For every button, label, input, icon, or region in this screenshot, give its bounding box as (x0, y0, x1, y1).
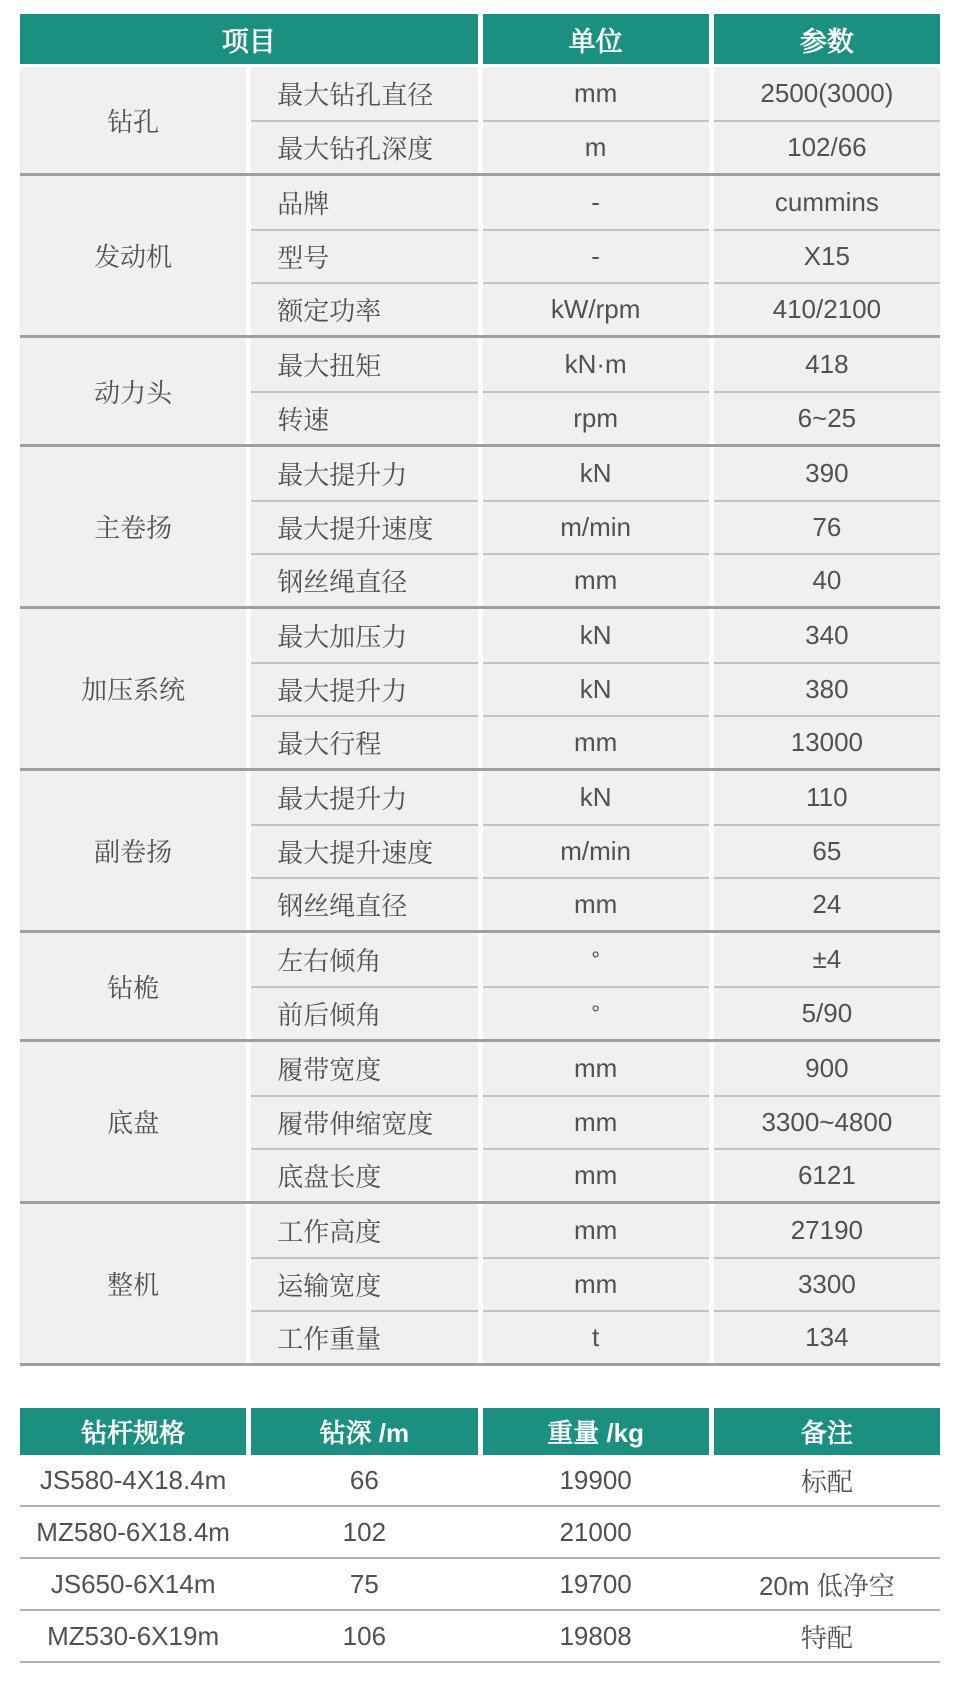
spec-unit-cell: mm (483, 1095, 709, 1148)
spec-value-cell: 418 (714, 338, 940, 391)
spec-value-cell: 5/90 (714, 986, 940, 1039)
pipe-depth-cell: 106 (251, 1611, 477, 1661)
spec-unit-cell: kN (483, 771, 709, 824)
spec-value-cell: X15 (714, 229, 940, 282)
spec-item-cell: 转速 (251, 391, 477, 444)
pipe-spec-cell: MZ580-6X18.4m (20, 1507, 246, 1557)
spec-group-cell: 副卷扬 (20, 771, 246, 930)
spec-value-cell: 390 (714, 447, 940, 500)
pipe-header-note: 备注 (714, 1408, 940, 1455)
spec-item-cell: 工作重量 (251, 1310, 477, 1363)
spec-value-cell: 3300~4800 (714, 1095, 940, 1148)
spec-value-cell: 65 (714, 824, 940, 877)
table-bottom-line (20, 1363, 940, 1366)
spec-unit-cell: kN (483, 447, 709, 500)
spec-header-value: 参数 (714, 14, 940, 64)
spec-item-cell: 最大钻孔直径 (251, 67, 477, 120)
pipe-table-row (20, 1559, 940, 1611)
spec-unit-cell: kN (483, 609, 709, 662)
spec-value-cell: 380 (714, 662, 940, 715)
spec-item-cell: 钢丝绳直径 (251, 553, 477, 606)
pipe-header-weight: 重量 /kg (483, 1408, 709, 1455)
pipe-note-cell: 特配 (714, 1611, 940, 1661)
spec-unit-cell: ° (483, 986, 709, 1039)
pipe-table-header (20, 1408, 940, 1455)
pipe-note-cell: 标配 (714, 1455, 940, 1505)
spec-unit-cell: mm (483, 1257, 709, 1310)
pipe-weight-cell: 21000 (483, 1507, 709, 1557)
spec-value-cell: 340 (714, 609, 940, 662)
spec-unit-cell: mm (483, 1148, 709, 1201)
spec-item-cell: 最大提升力 (251, 447, 477, 500)
spec-unit-cell: m (483, 120, 709, 173)
spec-value-cell: 900 (714, 1042, 940, 1095)
spec-unit-cell: mm (483, 1042, 709, 1095)
spec-item-cell: 最大提升速度 (251, 500, 477, 553)
spec-unit-cell: m/min (483, 824, 709, 877)
pipe-spec-cell: JS650-6X14m (20, 1559, 246, 1609)
spec-value-cell: 2500(3000) (714, 67, 940, 120)
spec-header-item: 项目 (20, 14, 478, 64)
spec-item-cell: 型号 (251, 229, 477, 282)
spec-group-cell: 整机 (20, 1204, 246, 1363)
spec-group-cell: 钻桅 (20, 933, 246, 1039)
spec-table (20, 14, 940, 1366)
pipe-table-body (20, 1455, 940, 1663)
pipe-depth-cell: 66 (251, 1455, 477, 1505)
spec-value-cell: 110 (714, 771, 940, 824)
spec-group-cell: 加压系统 (20, 609, 246, 768)
spec-value-cell: 6121 (714, 1148, 940, 1201)
spec-item-cell: 底盘长度 (251, 1148, 477, 1201)
pipe-depth-cell: 102 (251, 1507, 477, 1557)
spec-item-cell: 工作高度 (251, 1204, 477, 1257)
spec-item-cell: 最大加压力 (251, 609, 477, 662)
spec-value-cell: ±4 (714, 933, 940, 986)
pipe-spec-cell: MZ530-6X19m (20, 1611, 246, 1661)
spec-item-cell: 钢丝绳直径 (251, 877, 477, 930)
pipe-header-depth: 钻深 /m (251, 1408, 477, 1455)
spec-unit-cell: mm (483, 1204, 709, 1257)
spec-grid (20, 67, 940, 1366)
spec-item-cell: 最大钻孔深度 (251, 120, 477, 173)
spec-group-cell: 底盘 (20, 1042, 246, 1201)
spec-value-cell: 134 (714, 1310, 940, 1363)
spec-item-cell: 品牌 (251, 176, 477, 229)
spec-value-cell: 6~25 (714, 391, 940, 444)
spec-unit-cell: m/min (483, 500, 709, 553)
pipe-table-row (20, 1611, 940, 1663)
spec-item-cell: 最大提升力 (251, 771, 477, 824)
spec-value-cell: 102/66 (714, 120, 940, 173)
pipe-header-spec: 钻杆规格 (20, 1408, 246, 1455)
spec-item-cell: 前后倾角 (251, 986, 477, 1039)
spec-group-cell: 钻孔 (20, 67, 246, 173)
spec-unit-cell: mm (483, 67, 709, 120)
pipe-weight-cell: 19700 (483, 1559, 709, 1609)
spec-value-cell: 76 (714, 500, 940, 553)
spec-unit-cell: mm (483, 715, 709, 768)
spec-unit-cell: ° (483, 933, 709, 986)
spec-group-cell: 动力头 (20, 338, 246, 444)
pipe-note-cell (714, 1507, 940, 1557)
spec-item-cell: 运输宽度 (251, 1257, 477, 1310)
spec-group-cell: 主卷扬 (20, 447, 246, 606)
spec-unit-cell: t (483, 1310, 709, 1363)
spec-item-cell: 最大扭矩 (251, 338, 477, 391)
pipe-table (20, 1408, 940, 1663)
spec-unit-cell: mm (483, 553, 709, 606)
pipe-spec-cell: JS580-4X18.4m (20, 1455, 246, 1505)
pipe-weight-cell: 19900 (483, 1455, 709, 1505)
spec-value-cell: 13000 (714, 715, 940, 768)
spec-unit-cell: kW/rpm (483, 282, 709, 335)
spec-unit-cell: - (483, 229, 709, 282)
spec-unit-cell: mm (483, 877, 709, 930)
spec-unit-cell: - (483, 176, 709, 229)
spec-item-cell: 最大提升力 (251, 662, 477, 715)
pipe-table-row (20, 1455, 940, 1507)
spec-item-cell: 额定功率 (251, 282, 477, 335)
pipe-weight-cell: 19808 (483, 1611, 709, 1661)
spec-item-cell: 最大提升速度 (251, 824, 477, 877)
spec-unit-cell: rpm (483, 391, 709, 444)
spec-item-cell: 最大行程 (251, 715, 477, 768)
spec-group-cell: 发动机 (20, 176, 246, 335)
spec-value-cell: cummins (714, 176, 940, 229)
spec-item-cell: 履带伸缩宽度 (251, 1095, 477, 1148)
spec-table-header (20, 14, 940, 64)
spec-value-cell: 3300 (714, 1257, 940, 1310)
pipe-table-row (20, 1507, 940, 1559)
spec-header-unit: 单位 (483, 14, 709, 64)
spec-value-cell: 24 (714, 877, 940, 930)
spec-value-cell: 40 (714, 553, 940, 606)
spec-item-cell: 履带宽度 (251, 1042, 477, 1095)
spec-value-cell: 27190 (714, 1204, 940, 1257)
spec-unit-cell: kN·m (483, 338, 709, 391)
spec-unit-cell: kN (483, 662, 709, 715)
pipe-depth-cell: 75 (251, 1559, 477, 1609)
spec-value-cell: 410/2100 (714, 282, 940, 335)
pipe-note-cell: 20m 低净空 (714, 1559, 940, 1609)
spec-item-cell: 左右倾角 (251, 933, 477, 986)
